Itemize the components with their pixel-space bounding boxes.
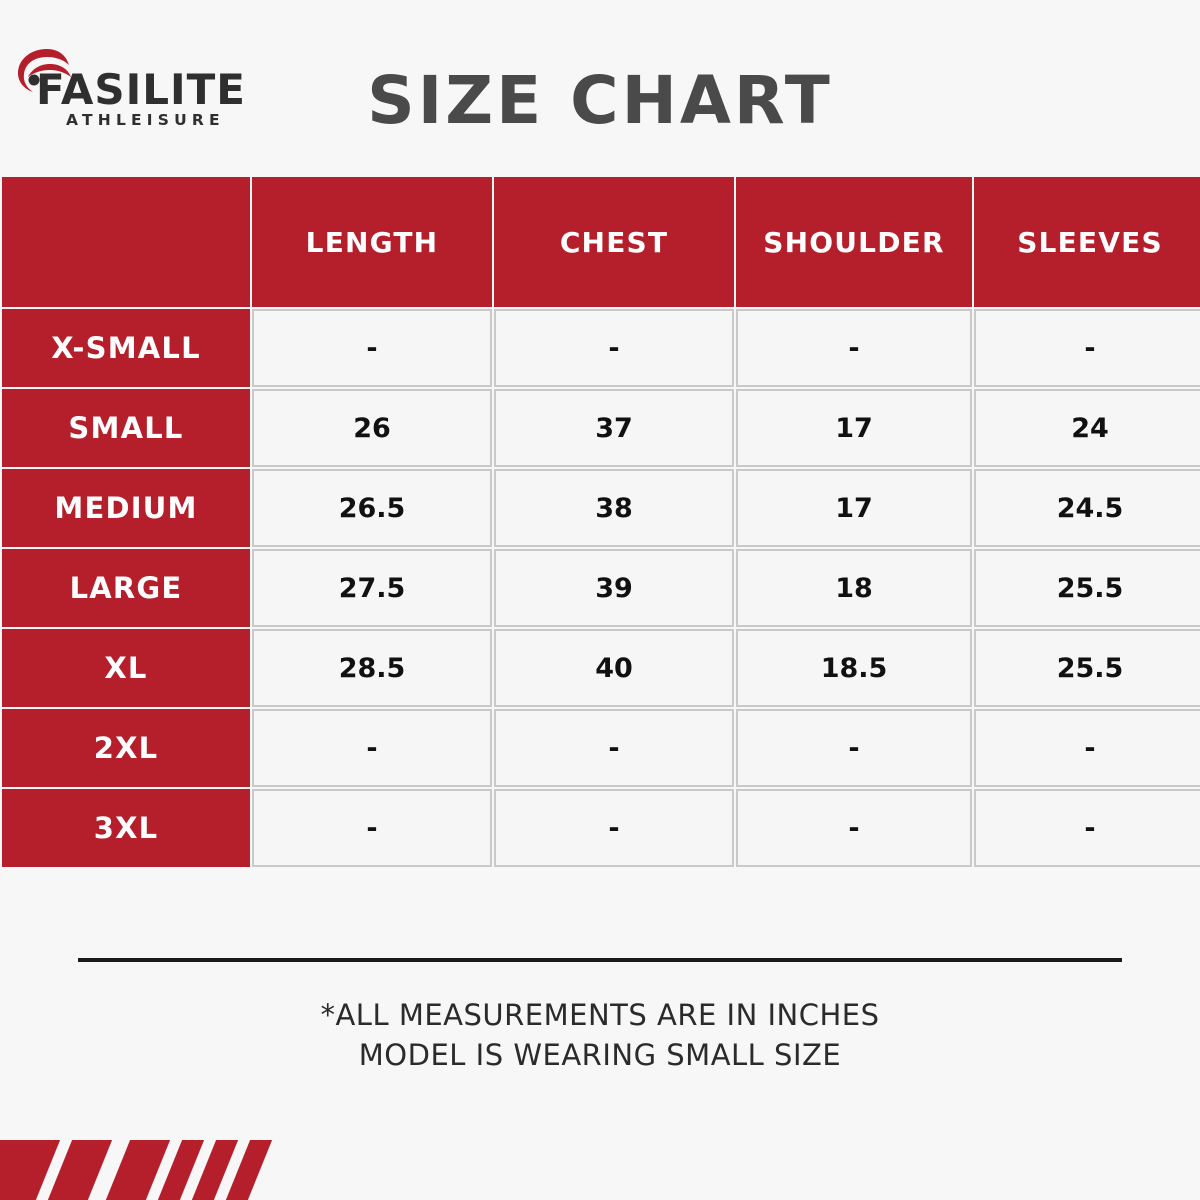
- table-row: [2, 389, 1200, 467]
- row-label-xl: XL: [2, 629, 250, 707]
- cell-small-chest: 37: [494, 389, 734, 467]
- column-header-shoulder: SHOULDER: [736, 177, 972, 307]
- cell-xl-sleeves: 25.5: [974, 629, 1200, 707]
- cell-x-small-length: -: [252, 309, 492, 387]
- table-body: [2, 309, 1200, 867]
- column-header-sleeves: SLEEVES: [974, 177, 1200, 307]
- size-table-container: [0, 175, 1200, 869]
- cell-xl-length: 28.5: [252, 629, 492, 707]
- table-row: [2, 469, 1200, 547]
- cell-2xl-sleeves: -: [974, 709, 1200, 787]
- table-header: [2, 177, 1200, 307]
- cell-large-sleeves: 25.5: [974, 549, 1200, 627]
- cell-x-small-chest: -: [494, 309, 734, 387]
- row-label-large: LARGE: [2, 549, 250, 627]
- footer-notes: [0, 995, 1200, 1075]
- cell-3xl-shoulder: -: [736, 789, 972, 867]
- note-measurements-units: *ALL MEASUREMENTS ARE IN INCHES: [320, 998, 880, 1032]
- cell-x-small-shoulder: -: [736, 309, 972, 387]
- cell-medium-chest: 38: [494, 469, 734, 547]
- row-label-medium: MEDIUM: [2, 469, 250, 547]
- row-label-3xl: 3XL: [2, 789, 250, 867]
- cell-3xl-chest: -: [494, 789, 734, 867]
- cell-large-chest: 39: [494, 549, 734, 627]
- table-row: [2, 309, 1200, 387]
- table-corner-cell: [2, 177, 250, 307]
- cell-xl-chest: 40: [494, 629, 734, 707]
- cell-2xl-chest: -: [494, 709, 734, 787]
- cell-large-shoulder: 18: [736, 549, 972, 627]
- size-table: [0, 175, 1200, 869]
- decorative-stripes: [0, 1140, 330, 1200]
- cell-3xl-length: -: [252, 789, 492, 867]
- row-label-2xl: 2XL: [2, 709, 250, 787]
- header: [0, 0, 1200, 175]
- footer-divider: [78, 958, 1122, 962]
- note-model-size: MODEL IS WEARING SMALL SIZE: [358, 1038, 842, 1072]
- cell-medium-shoulder: 17: [736, 469, 972, 547]
- cell-x-small-sleeves: -: [974, 309, 1200, 387]
- cell-2xl-length: -: [252, 709, 492, 787]
- column-header-chest: CHEST: [494, 177, 734, 307]
- row-label-small: SMALL: [2, 389, 250, 467]
- cell-small-sleeves: 24: [974, 389, 1200, 467]
- table-row: [2, 709, 1200, 787]
- brand-name: FASILITE: [36, 65, 246, 114]
- row-label-x-small: X-SMALL: [2, 309, 250, 387]
- column-header-length: LENGTH: [252, 177, 492, 307]
- cell-small-length: 26: [252, 389, 492, 467]
- cell-large-length: 27.5: [252, 549, 492, 627]
- table-row: [2, 549, 1200, 627]
- table-row: [2, 629, 1200, 707]
- cell-medium-length: 26.5: [252, 469, 492, 547]
- table-row: [2, 789, 1200, 867]
- cell-xl-shoulder: 18.5: [736, 629, 972, 707]
- brand-tagline: ATHLEISURE: [66, 111, 225, 129]
- cell-2xl-shoulder: -: [736, 709, 972, 787]
- header-row: [2, 177, 1200, 307]
- cell-3xl-sleeves: -: [974, 789, 1200, 867]
- cell-medium-sleeves: 24.5: [974, 469, 1200, 547]
- page-title: SIZE CHART: [367, 62, 833, 139]
- cell-small-shoulder: 17: [736, 389, 972, 467]
